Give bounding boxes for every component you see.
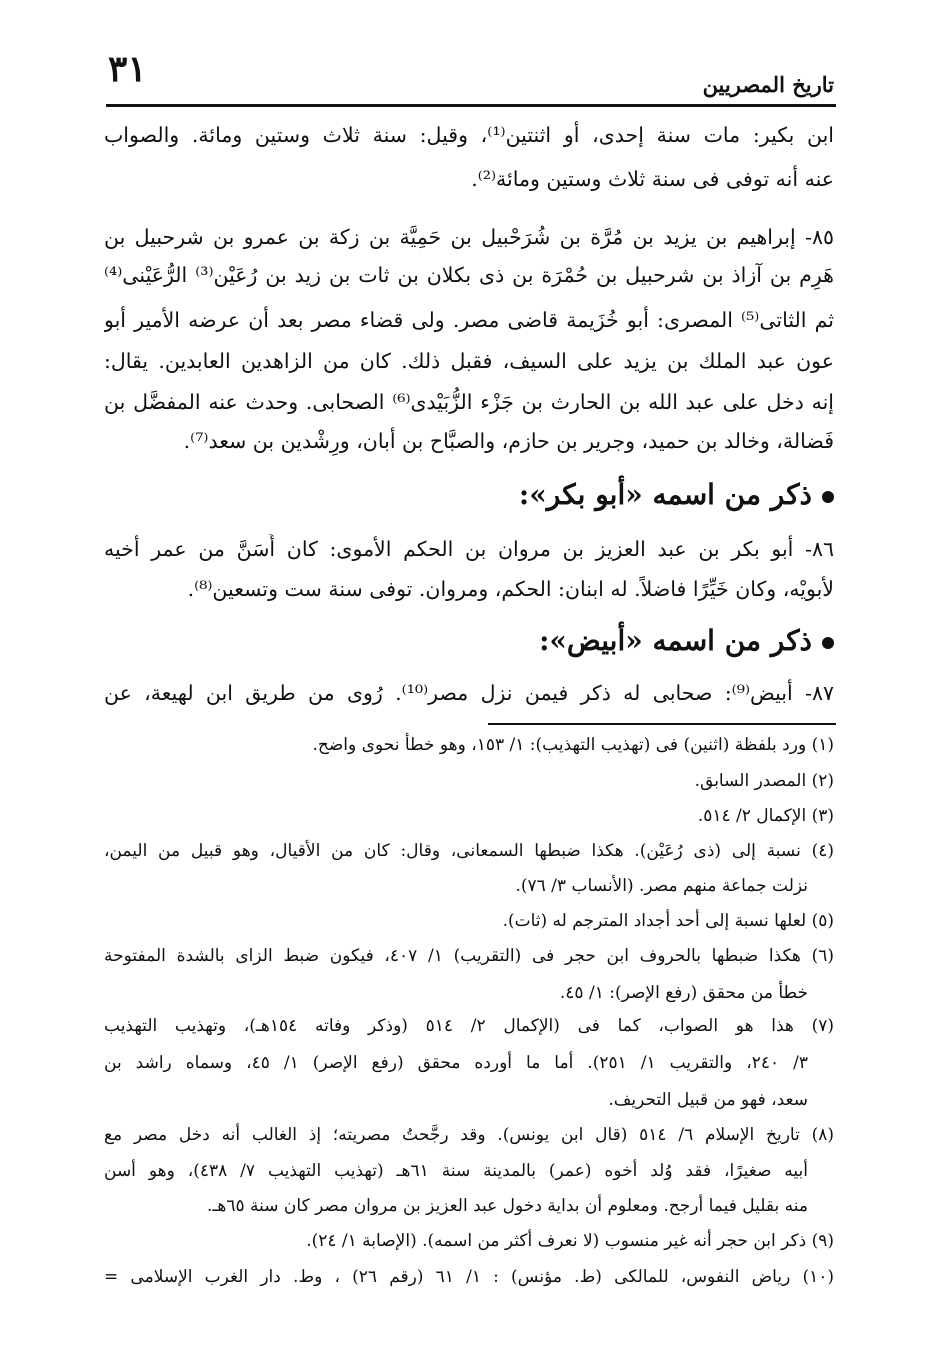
entry-87-line: ٨٧- أبيض⁽⁹⁾: صحابى له ذكر فيمن نزل مصر⁽¹⁰⁾. رُوى من طريق ابن لهيعة، عن — [104, 681, 834, 705]
body-line: ابن بكير: مات سنة إحدى، أو اثنتين⁽¹⁾، وقيل: سنة ثلاث وستين ومائة. والصواب — [104, 123, 834, 147]
footnote-2: (٢) المصدر السابق. — [694, 771, 834, 791]
bullet-icon — [822, 637, 834, 649]
section-heading-abu-bakr — [104, 478, 834, 511]
footnote-3: (٣) الإكمال ٢/ ٥١٤. — [697, 806, 834, 826]
bullet-icon — [822, 491, 834, 503]
footnote-4-cont: نزلت جماعة منهم مصر. (الأنساب ٣/ ٧٦). — [515, 876, 808, 896]
entry-85-line: ثم الثاتى⁽⁵⁾ المصرى: أبو خُزَيمة قاضى مصر. ولى قضاء مصر بعد أن عرضه الأمير أبو — [104, 308, 834, 332]
entry-85-line: ٨٥- إبراهيم بن يزيد بن مُرَّة بن شُرَحْبيل بن حَمِيَّة بن زكة بن عمرو بن شرحبيل بن — [104, 225, 834, 249]
footnote-4: (٤) نسبة إلى (ذى رُعَيْن). هكذا ضبطها السمعانى، وقال: كان من الأقيال، وهو قبيل من اليمن، — [104, 841, 834, 861]
footnote-7: (٧) هذا هو الصواب، كما فى (الإكمال ٢/ ٥١٤ (وذكر وفاته ١٥٤هـ)، وتهذيب التهذيب — [104, 1016, 834, 1036]
footnote-7-cont: سعد، فهو من قبيل التحريف. — [608, 1090, 808, 1110]
footnote-7-cont: ٣/ ٢٤٠، والتقريب ١/ ٢٥١). أما ما أورده محقق (رفع الإصر) ١/ ٤٥، وسماه راشد بن — [104, 1053, 808, 1073]
page-number: ٣١ — [108, 48, 147, 90]
entry-85-line: عون عبد الملك بن يزيد على السيف، فقبل ذلك. كان من الزاهدين العابدين. يقال: — [104, 349, 834, 373]
footnote-10: (١٠) رياض النفوس، للمالكى (ط. مؤنس) : ١/ ٦١ (رقم ٢٦) ، وط. دار الغرب الإسلامى = — [104, 1267, 834, 1287]
body-line: عنه أنه توفى فى سنة ثلاث وستين ومائة⁽²⁾. — [471, 167, 834, 191]
heading-text: ذكر من اسمه «أبيض»: — [539, 624, 812, 657]
footnote-8-cont: منه بقليل فيما أرجح. ومعلوم أن بداية دخول عبد العزيز بن مروان مصر كان سنة ٦٥هـ. — [206, 1196, 808, 1216]
entry-85-line: هَرِم بن آزاذ بن شرحبيل بن حُمْرَة بن ذى بكلان بن ثات بن زيد بن رُعَيْن⁽³⁾ الرُّعَيْنى⁽⁴⁾ — [104, 263, 834, 287]
footnote-1: (١) ورد بلفظة (اثنين) فى (تهذيب التهذيب): ١/ ١٥٣، وهو خطأ نحوى واضح. — [312, 735, 834, 755]
footnote-9: (٩) ذكر ابن حجر أنه غير منسوب (لا نعرف أكثر من اسمه). (الإصابة ١/ ٢٤). — [306, 1231, 834, 1251]
footnote-8-cont: أبيه صغيرًا، فقد وُلد أخوه (عمر) بالمدينة سنة ٦١هـ (تهذيب التهذيب ٧/ ٤٣٨)، وهو أسن — [104, 1161, 808, 1181]
running-title: تاريخ المصريين — [702, 72, 834, 97]
entry-85-line: فَضالة، وخالد بن حميد، وجرير بن حازم، والصبَّاح بن أبان، ورِشْدين بن سعد⁽⁷⁾. — [183, 429, 834, 453]
entry-86-line: ٨٦- أبو بكر بن عبد العزيز بن مروان بن الحكم الأموى: كان أَسَنَّ من عمر أخيه — [104, 537, 834, 561]
footnote-8: (٨) تاريخ الإسلام ٦/ ٥١٤ (قال ابن يونس). وقد رجَّحتُ مصريته؛ إذ الغالب أنه دخل مصر مع — [104, 1125, 834, 1145]
footnote-5: (٥) لعلها نسبة إلى أحد أجداد المترجم له (ثات). — [502, 911, 834, 931]
footnote-6: (٦) هكذا ضبطها بالحروف ابن حجر فى (التقريب) ١/ ٤٠٧، فيكون ضبط الزاى بالشدة المفتوحة — [104, 946, 834, 966]
entry-85-line: إنه دخل على عبد الله بن الحارث بن جَزْء الزُّبَيْدى⁽⁶⁾ الصحابى. وحدث عنه المفضَّل بن — [104, 390, 834, 414]
entry-86-line: لأبويْه، وكان خَيِّرًا فاضلاً. له ابنان: الحكم، ومروان. توفى سنة ست وتسعين⁽⁸⁾. — [187, 577, 834, 601]
footnote-6-cont: خطأ من محقق (رفع الإصر): ١/ ٤٥. — [559, 983, 808, 1003]
header-rule — [106, 104, 836, 107]
section-heading-abyad — [104, 624, 834, 657]
footnote-rule — [488, 723, 836, 725]
heading-text: ذكر من اسمه «أبو بكر»: — [518, 478, 812, 511]
